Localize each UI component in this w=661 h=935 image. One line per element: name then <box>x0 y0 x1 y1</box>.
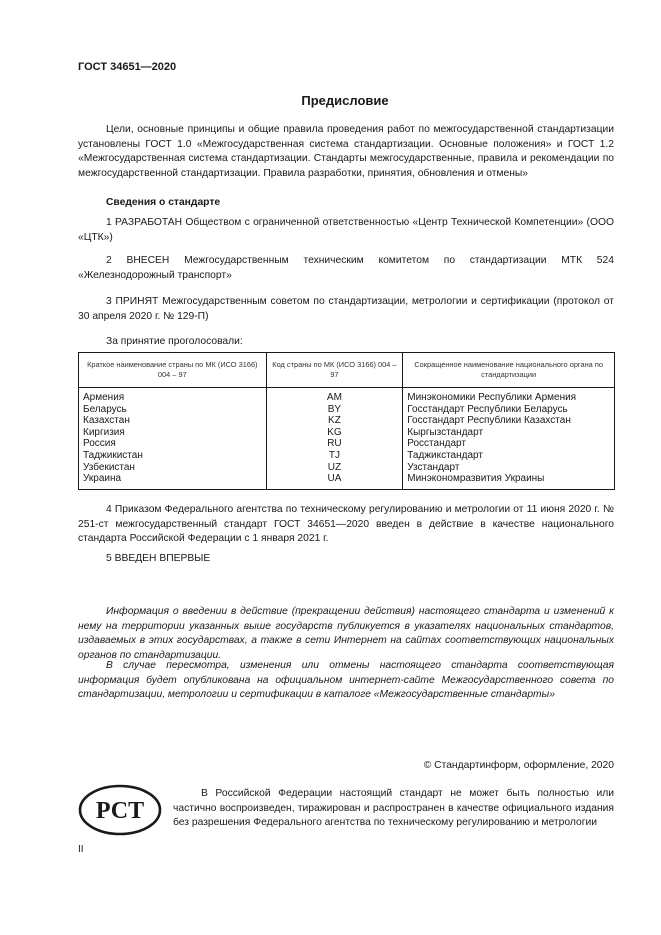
table-row <box>79 404 615 416</box>
cell-country: Россия <box>79 438 267 450</box>
svg-text:РСТ: РСТ <box>95 798 145 824</box>
page-number: II <box>78 844 84 855</box>
cell-code: KZ <box>266 415 403 427</box>
cell-country: Киргизия <box>79 427 267 439</box>
cell-code: BY <box>266 404 403 416</box>
cell-country: Беларусь <box>79 404 267 416</box>
header-code: Код страны по МК (ИСО 3166) 004 – 97 <box>266 353 403 388</box>
voting-table <box>78 352 615 490</box>
table-row <box>79 388 615 404</box>
table-row <box>79 438 615 450</box>
cell-code: UA <box>266 473 403 489</box>
cell-organ: Минэкономразвития Украины <box>403 473 615 489</box>
table-row <box>79 473 615 489</box>
cell-country: Узбекистан <box>79 462 267 474</box>
item-adopted: 3 ПРИНЯТ Межгосударственным советом по стандартизации, метрологии и сертификации (протокол от 30 апреля 2020 г. № 129-П) <box>78 296 614 322</box>
header-organ: Сокращенное наименование национального органа по стандартизации <box>403 353 615 388</box>
table-row <box>79 450 615 462</box>
cell-code: KG <box>266 427 403 439</box>
table-row <box>79 462 615 474</box>
item-order: 4 Приказом Федерального агентства по техническому регулированию и метрологии от 11 июня 2020 г. № 251-ст межгосударственный стандарт ГОСТ 34651—2020 введен в действие в качестве национального стандарта Российской Федерации с 1 января 2021 г. <box>78 504 614 545</box>
cell-organ: Таджикстандарт <box>403 450 615 462</box>
header-country: Краткое наименование страны по МК (ИСО 3166) 004 – 97 <box>79 353 267 388</box>
table-row <box>79 415 615 427</box>
cell-organ: Кыргызстандарт <box>403 427 615 439</box>
table-header-row <box>79 353 615 388</box>
item-introduced: 2 ВНЕСЕН Межгосударственным техническим комитетом по стандартизации МТК 524 «Железнодорожный транспорт» <box>78 255 614 281</box>
document-code: ГОСТ 34651—2020 <box>78 61 177 73</box>
info-paragraph-2: В случае пересмотра, изменения или отмены настоящего стандарта соответствующая информация будет опубликована на официальном интернет-сайте Межгосударственного совета по стандартизации, метрологии и сертификации в каталоге «Межгосударственные стандарты» <box>78 660 614 701</box>
item-first: 5 ВВЕДЕН ВПЕРВЫЕ <box>106 553 211 564</box>
cell-organ: Минэкономики Республики Армения <box>403 388 615 404</box>
about-heading: Сведения о стандарте <box>106 197 221 208</box>
rst-certification-logo-icon <box>78 784 162 836</box>
intro-paragraph: Цели, основные принципы и общие правила проведения работ по межгосударственной стандартизации установлены ГОСТ 1.0 «Межгосударственная система стандартизации. Основные положения» и ГОСТ 1.2 «Межгосударственная система стандартизации. Стандарты межгосударственные, правила и рекомендации по межгосударственной стандартизации. Правила разработки, принятия, обновления и отмены» <box>78 124 614 179</box>
cell-country: Армения <box>79 388 267 404</box>
item-developed: 1 РАЗРАБОТАН Обществом с ограниченной ответственностью «Центр Технической Компетенции» (ООО «ЦТК») <box>78 217 614 243</box>
cell-code: TJ <box>266 450 403 462</box>
page-title: Предисловие <box>301 93 389 108</box>
copyright-line: © Стандартинформ, оформление, 2020 <box>423 760 614 771</box>
cell-country: Казахстан <box>79 415 267 427</box>
cell-code: UZ <box>266 462 403 474</box>
table-row <box>79 427 615 439</box>
cell-organ: Росстандарт <box>403 438 615 450</box>
cell-organ: Госстандарт Республики Беларусь <box>403 404 615 416</box>
info-paragraph-1: Информация о введении в действие (прекращении действия) настоящего стандарта и изменений к нему на территории указанных выше государств публикуется в указателях национальных стандартов, издаваемых в этих государствах, а также в сети Интернет на сайтах соответствующих национальных органов по стандартизации. <box>78 606 614 661</box>
copyright-notice: В Российской Федерации настоящий стандарт не может быть полностью или частично воспроизведен, тиражирован и распространен в качестве официального издания без разрешения Федерального агентства по техническому регулированию и метрологии <box>173 788 614 829</box>
cell-organ: Узстандарт <box>403 462 615 474</box>
cell-code: RU <box>266 438 403 450</box>
voted-label: За принятие проголосовали: <box>106 336 243 347</box>
cell-code: AM <box>266 388 403 404</box>
cell-country: Украина <box>79 473 267 489</box>
cell-organ: Госстандарт Республики Казахстан <box>403 415 615 427</box>
cell-country: Таджикистан <box>79 450 267 462</box>
